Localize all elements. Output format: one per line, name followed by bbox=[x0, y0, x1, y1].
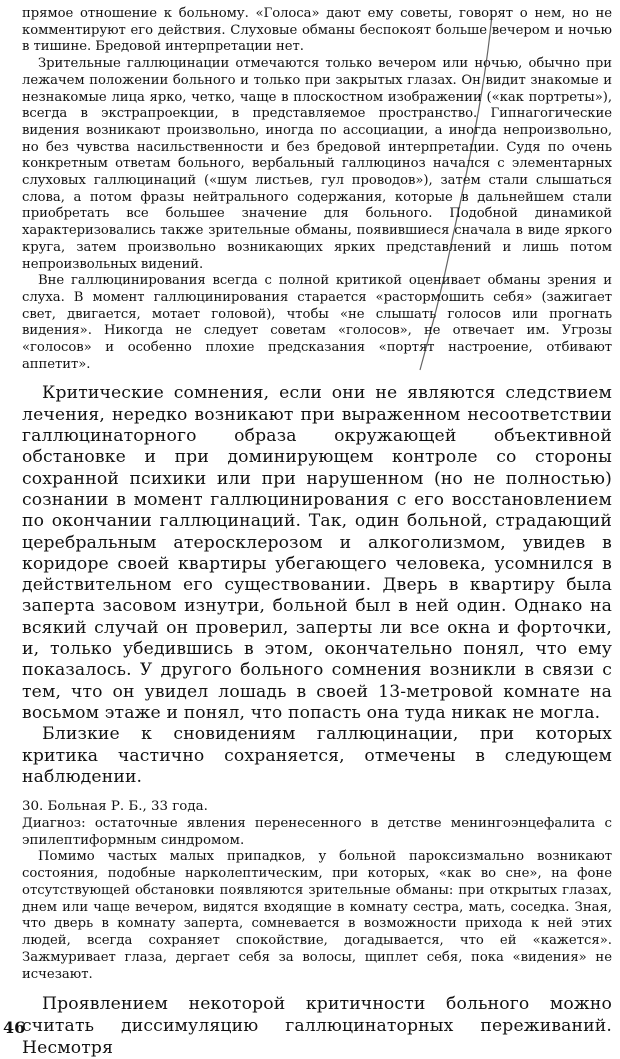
paragraph-voices: прямое отношение к больному. «Голоса» дают ему советы, говорят о нем, но не комментируют его действия. Слуховые обманы беспокоят больше вечером и ночью в тишине. Бредовой интерпретации нет. bbox=[22, 6, 612, 55]
case-diagnosis: Диагноз: остаточные явления перенесенного в детстве менингоэнцефалита с эпилептиформным синдромом. bbox=[22, 816, 612, 849]
main-text bbox=[22, 383, 612, 788]
paragraph-critical-doubts: Критические сомнения, если они не являются следствием лечения, нередко возникают при выраженном несоответствии галлюцинаторного образа окружающей объективной обстановке и при доминирующем контроле со стороны сохранной психики или при нарушенном (но не полностью) сознании в момент галлюцинирования с его восстановлением по окончании галлюцинаций. Так, один больной, страдающий церебральным атеросклерозом и алкоголизмом, увидев в коридоре своей квартиры убегающего человека, усомнился в действительном его существовании. Дверь в квартиру была заперта засовом изнутри, больной был в ней один. Однако на всякий случай он проверил, заперты ли все окна и форточки, и, только убедившись в этом, окончательно понял, что ему показалось. У другого больного сомнения возникли в связи с тем, что он увидел лошадь в своей 13-метровой комнате на восьмом этаже и понял, что попасть она туда никак не могла. bbox=[22, 383, 612, 723]
patient-description bbox=[22, 6, 612, 373]
case-observation bbox=[22, 798, 612, 983]
case-body: Помимо частых малых припадков, у больной пароксизмально возникают состояния, подобные нарколептическим, при которых, «как во сне», на фоне отсутствующей обстановки появляются зрительные обманы: при открытых глазах, днем или чаще вечером, видятся входящие в комнату сестра, мать, соседка. Зная, что дверь в комнату заперта, сомневается в возможности прихода к ней этих людей, всегда сохраняет спокойствие, догадывается, что ей «кажется». Зажмуривает глаза, дергает себя за волосы, щиплет себя, пока «видения» не исчезают. bbox=[22, 849, 612, 982]
page-content bbox=[22, 6, 612, 1059]
paragraph-criticism: Вне галлюцинирования всегда с полной критикой оценивает обманы зрения и слуха. В момент галлюцинирования старается «растормошить себя» (зажигает свет, двигается, мотает головой), чтобы «не слышать голосов или прогнать видения». Никогда не следует советам «голосов», не отвечает им. Угрозы «голосов» и особенно плохие предсказания «портят настроение, отбивают аппетит». bbox=[22, 273, 612, 372]
case-heading: 30. Больная Р. Б., 33 года. bbox=[22, 799, 208, 815]
paragraph-dissimulation: Проявлением некоторой критичности больного можно считать диссимуляцию галлюцинаторных переживаний. Несмотря bbox=[22, 994, 612, 1059]
paragraph-dreamlike: Близкие к сновидениям галлюцинации, при которых критика частично сохраняется, отмечены в следующем наблюдении. bbox=[22, 724, 612, 787]
closing-text bbox=[22, 993, 612, 1059]
paragraph-visual-hallucinations: Зрительные галлюцинации отмечаются только вечером или ночью, обычно при лежачем положении больного и только при закрытых глазах. Он видит знакомые и незнакомые лица ярко, четко, чаще в плоскостном изображении («как портреты»), всегда в экстрапроекции, в представляемое пространство. Гипнагогические видения возникают произвольно, иногда по ассоциации, а иногда непроизвольно, но без чувства насильственности и без бредовой интерпретации. Судя по очень конкретным ответам больного, вербальный галлюциноз начался с элементарных слуховых галлюцинаций («шум листьев, гул проводов»), затем стали слышаться слова, а потом фразы нейтрального содержания, которые в дальнейшем стали приобретать все большее значение для больного. Подобной динамикой характеризовались также зрительные обманы, появившиеся сначала в виде яркого круга, затем произвольно возникающих ярких представлений и лишь потом непроизвольных видений. bbox=[22, 56, 612, 272]
page-number: 46 bbox=[3, 1018, 26, 1037]
